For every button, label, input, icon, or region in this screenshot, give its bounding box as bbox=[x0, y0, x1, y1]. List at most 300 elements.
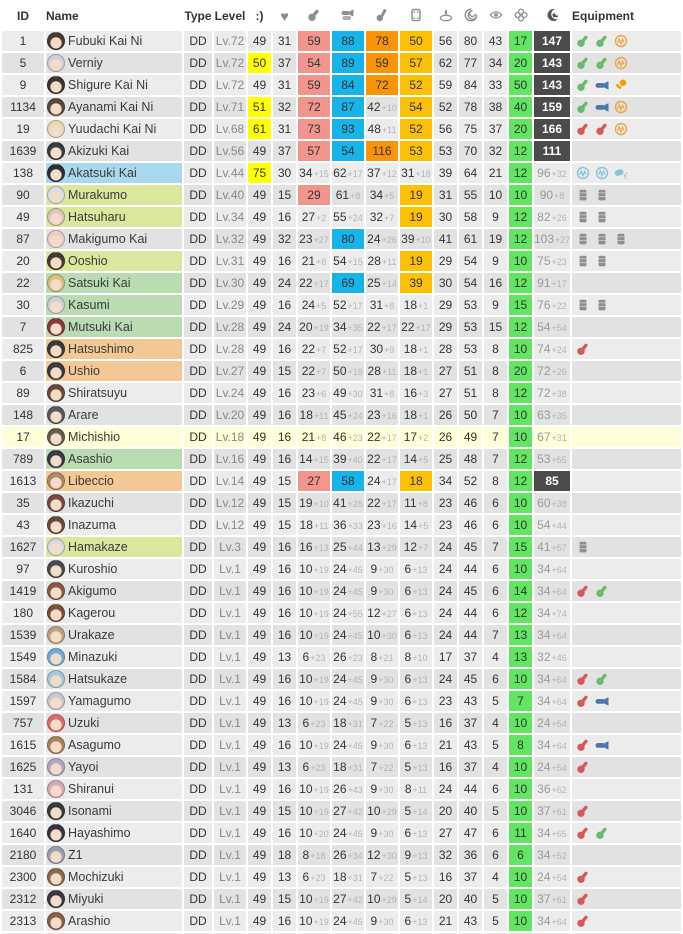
ship-row[interactable] bbox=[2, 757, 681, 777]
cell-asw: 29 bbox=[434, 317, 457, 337]
cell-hp: 16 bbox=[273, 251, 296, 271]
ship-row[interactable] bbox=[2, 119, 681, 139]
cell-night-battle: 82+26 bbox=[534, 207, 570, 227]
ship-row[interactable] bbox=[2, 669, 681, 689]
gun-green-icon bbox=[576, 78, 590, 92]
ship-avatar bbox=[47, 538, 65, 556]
column-header-cond[interactable]: :) bbox=[248, 2, 271, 29]
ship-row[interactable] bbox=[2, 185, 681, 205]
cell-fp: 18+11 bbox=[298, 405, 330, 425]
cell-ship-name[interactable] bbox=[46, 427, 182, 447]
cell-ship-name[interactable] bbox=[46, 273, 182, 293]
radar-icon bbox=[614, 122, 628, 136]
cell-equipment bbox=[572, 647, 681, 667]
cell-level: Lv.27 bbox=[214, 361, 246, 381]
cell-ar: 6+13 bbox=[400, 559, 432, 579]
cell-ship-name[interactable] bbox=[46, 251, 182, 271]
cell-aa: 116 bbox=[366, 141, 398, 161]
cell-aa: 78 bbox=[366, 31, 398, 51]
cell-ship-name[interactable] bbox=[46, 471, 182, 491]
cell-night-battle: 159 bbox=[534, 97, 570, 117]
gun-green-icon bbox=[595, 826, 609, 840]
cell-tp: 54 bbox=[332, 141, 364, 161]
cell-level: Lv.31 bbox=[214, 251, 246, 271]
cell-asw: 32 bbox=[434, 845, 457, 865]
cell-ship-name[interactable] bbox=[46, 339, 182, 359]
cell-level: Lv.1 bbox=[214, 713, 246, 733]
ship-avatar bbox=[47, 472, 65, 490]
cell-night-battle: 34+64 bbox=[534, 735, 570, 755]
ship-row[interactable] bbox=[2, 603, 681, 623]
cell-ship-name[interactable] bbox=[46, 361, 182, 381]
ship-row[interactable] bbox=[2, 75, 681, 95]
ship-row[interactable] bbox=[2, 735, 681, 755]
cell-equipment bbox=[572, 383, 681, 403]
cell-night-battle: 34+64 bbox=[534, 911, 570, 931]
cell-evasion: 47 bbox=[459, 823, 482, 843]
cell-night-battle: 24+54 bbox=[534, 713, 570, 733]
ship-row[interactable] bbox=[2, 889, 681, 909]
column-header-hp[interactable] bbox=[273, 2, 296, 29]
cell-hp: 16 bbox=[273, 581, 296, 601]
cell-ship-id: 131 bbox=[2, 779, 44, 799]
cell-ar: 19 bbox=[400, 185, 432, 205]
cell-equipment bbox=[572, 427, 681, 447]
cell-ship-name[interactable] bbox=[46, 119, 182, 139]
cell-ship-name[interactable] bbox=[46, 691, 182, 711]
cell-hp: 16 bbox=[273, 911, 296, 931]
ship-row[interactable] bbox=[2, 383, 681, 403]
column-header-asw[interactable] bbox=[434, 2, 457, 29]
cell-ar: 6+13 bbox=[400, 603, 432, 623]
column-header-id[interactable]: ID bbox=[2, 2, 44, 29]
cell-tp: 52+17 bbox=[332, 295, 364, 315]
cell-ship-name[interactable] bbox=[46, 493, 182, 513]
cell-evasion: 55 bbox=[459, 185, 482, 205]
cell-ar: 6+13 bbox=[400, 823, 432, 843]
drum-icon bbox=[595, 254, 609, 268]
cell-evasion: 46 bbox=[459, 493, 482, 513]
cell-ship-name[interactable] bbox=[46, 207, 182, 227]
ship-list-header bbox=[2, 2, 681, 29]
cell-los: 6 bbox=[484, 493, 507, 513]
ship-name-label: Arashio bbox=[68, 914, 111, 928]
cell-asw: 34 bbox=[434, 471, 457, 491]
sonar-icon bbox=[595, 166, 609, 180]
ship-row[interactable] bbox=[2, 515, 681, 535]
cell-ship-name[interactable] bbox=[46, 845, 182, 865]
sonar-icon bbox=[576, 166, 590, 180]
cell-ship-type: DD bbox=[184, 427, 212, 447]
cell-ship-type: DD bbox=[184, 273, 212, 293]
night-battle-moon-icon bbox=[545, 8, 559, 25]
ship-row[interactable] bbox=[2, 493, 681, 513]
cell-fp: 6+23 bbox=[298, 713, 330, 733]
cell-ship-name[interactable] bbox=[46, 625, 182, 645]
cell-level: Lv.14 bbox=[214, 471, 246, 491]
cell-ship-name[interactable] bbox=[46, 31, 182, 51]
cell-asw: 24 bbox=[434, 537, 457, 557]
cell-equipment bbox=[572, 691, 681, 711]
cell-luck: 10 bbox=[509, 515, 532, 535]
ship-row[interactable] bbox=[2, 273, 681, 293]
cell-los: 15 bbox=[484, 317, 507, 337]
cell-ship-type: DD bbox=[184, 97, 212, 117]
cell-fp: 10+19 bbox=[298, 801, 330, 821]
ship-row[interactable] bbox=[2, 31, 681, 51]
ship-row[interactable] bbox=[2, 405, 681, 425]
ship-avatar bbox=[47, 384, 65, 402]
header-row bbox=[2, 2, 681, 29]
cell-equipment bbox=[572, 515, 681, 535]
cell-evasion: 54 bbox=[459, 251, 482, 271]
cell-morale: 49 bbox=[248, 75, 271, 95]
ship-name-label: Hayashimo bbox=[68, 826, 131, 840]
ship-row[interactable] bbox=[2, 713, 681, 733]
column-header-night[interactable] bbox=[534, 2, 570, 29]
cell-evasion: 51 bbox=[459, 361, 482, 381]
cell-ship-name[interactable] bbox=[46, 515, 182, 535]
cell-ship-type: DD bbox=[184, 185, 212, 205]
cell-evasion: 53 bbox=[459, 339, 482, 359]
cell-luck: 10 bbox=[509, 867, 532, 887]
cell-ship-name[interactable] bbox=[46, 603, 182, 623]
torpedo-icon bbox=[595, 694, 609, 708]
ship-row[interactable] bbox=[2, 911, 681, 931]
cell-tp: 46+23 bbox=[332, 427, 364, 447]
cell-luck: 12 bbox=[509, 207, 532, 227]
column-header-level[interactable]: Level bbox=[214, 2, 246, 29]
cell-ship-id: 22 bbox=[2, 273, 44, 293]
ship-name-label: Z1 bbox=[68, 848, 83, 862]
ship-row[interactable] bbox=[2, 207, 681, 227]
cell-luck: 12 bbox=[509, 317, 532, 337]
cell-equipment bbox=[572, 31, 681, 51]
ship-row[interactable] bbox=[2, 801, 681, 821]
drum-icon bbox=[576, 298, 590, 312]
cell-tp: 50+19 bbox=[332, 361, 364, 381]
cell-fp: 27+2 bbox=[298, 207, 330, 227]
ship-row[interactable] bbox=[2, 427, 681, 447]
ship-row[interactable] bbox=[2, 779, 681, 799]
cell-ship-name[interactable] bbox=[46, 713, 182, 733]
column-header-luck[interactable] bbox=[509, 2, 532, 29]
ship-avatar bbox=[47, 340, 65, 358]
cell-night-battle: 34+64 bbox=[534, 559, 570, 579]
cell-hp: 13 bbox=[273, 867, 296, 887]
ship-row[interactable] bbox=[2, 559, 681, 579]
cell-ar: 18+1 bbox=[400, 405, 432, 425]
cell-tp: 54+15 bbox=[332, 251, 364, 271]
cell-los: 9 bbox=[484, 251, 507, 271]
gun-green-icon bbox=[576, 56, 590, 70]
cell-luck: 40 bbox=[509, 97, 532, 117]
line-of-sight-eye-icon bbox=[489, 8, 503, 25]
drum-icon bbox=[576, 254, 590, 268]
cell-equipment bbox=[572, 801, 681, 821]
cell-evasion: 45 bbox=[459, 581, 482, 601]
cell-asw: 52 bbox=[434, 97, 457, 117]
cell-aa: 32+7 bbox=[366, 207, 398, 227]
cell-ship-name[interactable] bbox=[46, 669, 182, 689]
cell-level: Lv.1 bbox=[214, 889, 246, 909]
drum-icon bbox=[614, 232, 628, 246]
cell-ship-name[interactable] bbox=[46, 97, 182, 117]
cell-luck: 10 bbox=[509, 889, 532, 909]
gun-red-icon bbox=[576, 694, 590, 708]
cell-ship-name[interactable] bbox=[46, 757, 182, 777]
cell-ship-name[interactable] bbox=[46, 867, 182, 887]
cell-ship-name[interactable] bbox=[46, 735, 182, 755]
cell-evasion: 53 bbox=[459, 317, 482, 337]
cell-tp: 80 bbox=[332, 229, 364, 249]
cell-asw: 41 bbox=[434, 229, 457, 249]
ship-row[interactable] bbox=[2, 691, 681, 711]
ship-avatar bbox=[47, 428, 65, 446]
cell-aa: 8+21 bbox=[366, 647, 398, 667]
ship-row[interactable] bbox=[2, 229, 681, 249]
cell-ship-name[interactable] bbox=[46, 537, 182, 557]
ship-row[interactable] bbox=[2, 53, 681, 73]
cell-tp: 24+45 bbox=[332, 581, 364, 601]
cell-night-battle: 147 bbox=[534, 31, 570, 51]
drum-icon bbox=[595, 232, 609, 246]
gun-red-icon bbox=[576, 760, 590, 774]
cell-tp: 41+28 bbox=[332, 493, 364, 513]
cell-fp: 22+7 bbox=[298, 339, 330, 359]
cell-los: 32 bbox=[484, 141, 507, 161]
cell-ship-name[interactable] bbox=[46, 889, 182, 909]
column-header-equip[interactable]: Equipment bbox=[572, 2, 681, 29]
cell-night-battle: 24+54 bbox=[534, 757, 570, 777]
ship-row[interactable] bbox=[2, 361, 681, 381]
cell-tp: 24+45 bbox=[332, 669, 364, 689]
cell-ship-type: DD bbox=[184, 757, 212, 777]
cell-evasion: 37 bbox=[459, 757, 482, 777]
cell-morale: 49 bbox=[248, 405, 271, 425]
ship-row[interactable] bbox=[2, 295, 681, 315]
cell-ship-type: DD bbox=[184, 229, 212, 249]
ship-avatar bbox=[47, 890, 65, 908]
cell-ar: 57 bbox=[400, 53, 432, 73]
cell-asw: 29 bbox=[434, 295, 457, 315]
cell-tp: 24+45 bbox=[332, 735, 364, 755]
ship-row[interactable] bbox=[2, 867, 681, 887]
cell-ship-type: DD bbox=[184, 163, 212, 183]
cell-tp: 55+24 bbox=[332, 207, 364, 227]
cell-ship-name[interactable] bbox=[46, 141, 182, 161]
cell-equipment bbox=[572, 845, 681, 865]
cell-ship-name[interactable] bbox=[46, 911, 182, 931]
cell-aa: 30+9 bbox=[366, 339, 398, 359]
cell-evasion: 37 bbox=[459, 647, 482, 667]
cell-fp: 6+23 bbox=[298, 867, 330, 887]
ship-row[interactable] bbox=[2, 141, 681, 161]
cell-night-battle: 75+23 bbox=[534, 251, 570, 271]
cell-aa: 24+17 bbox=[366, 471, 398, 491]
cell-night-battle: 63+35 bbox=[534, 405, 570, 425]
ship-row[interactable] bbox=[2, 163, 681, 183]
ship-row[interactable] bbox=[2, 823, 681, 843]
column-header-type[interactable]: Type bbox=[184, 2, 212, 29]
ship-row[interactable] bbox=[2, 581, 681, 601]
ship-name-label: Ikazuchi bbox=[68, 496, 114, 510]
ship-avatar bbox=[47, 560, 65, 578]
cell-ship-name[interactable] bbox=[46, 823, 182, 843]
cell-morale: 75 bbox=[248, 163, 271, 183]
cell-tp: 26+34 bbox=[332, 845, 364, 865]
column-header-los[interactable] bbox=[484, 2, 507, 29]
cell-asw: 53 bbox=[434, 141, 457, 161]
gun-green-icon bbox=[595, 56, 609, 70]
cell-level: Lv.1 bbox=[214, 801, 246, 821]
cell-los: 4 bbox=[484, 757, 507, 777]
cell-evasion: 61 bbox=[459, 229, 482, 249]
cell-ship-id: 1627 bbox=[2, 537, 44, 557]
cell-ship-type: DD bbox=[184, 669, 212, 689]
cell-los: 10 bbox=[484, 185, 507, 205]
cell-tp: 24+45 bbox=[332, 625, 364, 645]
cell-ship-id: 1419 bbox=[2, 581, 44, 601]
cell-luck: 10 bbox=[509, 559, 532, 579]
cell-asw: 39 bbox=[434, 163, 457, 183]
cell-tp: 88 bbox=[332, 31, 364, 51]
cell-hp: 16 bbox=[273, 779, 296, 799]
cell-ship-name[interactable] bbox=[46, 647, 182, 667]
ship-name-label: Minazuki bbox=[68, 650, 118, 664]
gun-green-icon bbox=[595, 584, 609, 598]
cell-ship-name[interactable] bbox=[46, 163, 182, 183]
cell-hp: 13 bbox=[273, 713, 296, 733]
ship-name-label: Akigumo bbox=[68, 584, 117, 598]
cell-ship-name[interactable] bbox=[46, 229, 182, 249]
cell-tp: 24+45 bbox=[332, 559, 364, 579]
cell-ar: 54 bbox=[400, 97, 432, 117]
ship-row[interactable] bbox=[2, 97, 681, 117]
cell-ship-type: DD bbox=[184, 119, 212, 139]
cell-ship-name[interactable] bbox=[46, 185, 182, 205]
cell-los: 6 bbox=[484, 823, 507, 843]
cell-tp: 62+17 bbox=[332, 163, 364, 183]
cell-hp: 16 bbox=[273, 449, 296, 469]
ship-row[interactable] bbox=[2, 537, 681, 557]
cell-asw: 31 bbox=[434, 185, 457, 205]
cell-ship-name[interactable] bbox=[46, 75, 182, 95]
cell-ship-name[interactable] bbox=[46, 581, 182, 601]
cell-aa: 25+14 bbox=[366, 273, 398, 293]
cell-level: Lv.71 bbox=[214, 97, 246, 117]
torpedo-icon bbox=[595, 100, 609, 114]
cell-ship-name[interactable] bbox=[46, 801, 182, 821]
cell-ship-name[interactable] bbox=[46, 405, 182, 425]
column-header-aa[interactable] bbox=[366, 2, 398, 29]
cell-los: 7 bbox=[484, 625, 507, 645]
drum-icon bbox=[576, 210, 590, 224]
cell-level: Lv.1 bbox=[214, 603, 246, 623]
cell-los: 9 bbox=[484, 207, 507, 227]
cell-level: Lv.12 bbox=[214, 515, 246, 535]
cell-equipment bbox=[572, 823, 681, 843]
cell-ship-type: DD bbox=[184, 581, 212, 601]
ship-name-label: Inazuma bbox=[68, 518, 116, 532]
cell-ship-id: 87 bbox=[2, 229, 44, 249]
cell-ship-name[interactable] bbox=[46, 449, 182, 469]
cell-ship-name[interactable] bbox=[46, 559, 182, 579]
ship-row[interactable] bbox=[2, 647, 681, 667]
cell-hp: 15 bbox=[273, 185, 296, 205]
cell-morale: 49 bbox=[248, 603, 271, 623]
cell-ship-name[interactable] bbox=[46, 779, 182, 799]
ship-row[interactable] bbox=[2, 251, 681, 271]
cell-hp: 15 bbox=[273, 801, 296, 821]
cell-ship-name[interactable] bbox=[46, 317, 182, 337]
cell-tp: 45+24 bbox=[332, 405, 364, 425]
cell-luck: 6 bbox=[509, 845, 532, 865]
cell-luck: 10 bbox=[509, 405, 532, 425]
cell-fp: 54 bbox=[298, 53, 330, 73]
column-header-fp[interactable] bbox=[298, 2, 330, 29]
cell-los: 7 bbox=[484, 449, 507, 469]
ship-row[interactable] bbox=[2, 317, 681, 337]
cell-luck: 12 bbox=[509, 141, 532, 161]
cell-luck: 10 bbox=[509, 493, 532, 513]
cell-los: 6 bbox=[484, 669, 507, 689]
cell-night-battle: 34+64 bbox=[534, 625, 570, 645]
cell-los: 8 bbox=[484, 383, 507, 403]
cell-level: Lv.72 bbox=[214, 53, 246, 73]
ship-avatar bbox=[47, 714, 65, 732]
cell-ship-type: DD bbox=[184, 449, 212, 469]
torpedo-icon bbox=[595, 738, 609, 752]
cell-morale: 49 bbox=[248, 471, 271, 491]
column-header-name[interactable]: Name bbox=[46, 2, 182, 29]
ship-avatar bbox=[47, 406, 65, 424]
cell-ship-name[interactable] bbox=[46, 295, 182, 315]
drum-icon bbox=[595, 298, 609, 312]
cell-fp: 59 bbox=[298, 75, 330, 95]
cell-ship-name[interactable] bbox=[46, 383, 182, 403]
cell-los: 5 bbox=[484, 691, 507, 711]
cell-aa: 22+17 bbox=[366, 427, 398, 447]
cell-luck: 50 bbox=[509, 75, 532, 95]
cell-los: 4 bbox=[484, 713, 507, 733]
cell-tp: 27+42 bbox=[332, 889, 364, 909]
cell-evasion: 58 bbox=[459, 207, 482, 227]
cell-ship-name[interactable] bbox=[46, 53, 182, 73]
ship-row[interactable] bbox=[2, 845, 681, 865]
column-header-tp[interactable] bbox=[332, 2, 364, 29]
cell-evasion: 43 bbox=[459, 691, 482, 711]
cell-fp: 27 bbox=[298, 471, 330, 491]
cell-asw: 20 bbox=[434, 801, 457, 821]
ship-row[interactable] bbox=[2, 625, 681, 645]
cell-fp: 18+11 bbox=[298, 515, 330, 535]
cell-ship-type: DD bbox=[184, 647, 212, 667]
cell-aa: 31+8 bbox=[366, 383, 398, 403]
ship-row[interactable] bbox=[2, 471, 681, 491]
cell-ship-id: 1134 bbox=[2, 97, 44, 117]
cell-aa: 28+11 bbox=[366, 361, 398, 381]
cell-evasion: 64 bbox=[459, 163, 482, 183]
column-header-ar[interactable] bbox=[400, 2, 432, 29]
cell-equipment bbox=[572, 603, 681, 623]
cell-ship-type: DD bbox=[184, 295, 212, 315]
column-header-ev[interactable] bbox=[459, 2, 482, 29]
cell-los: 5 bbox=[484, 801, 507, 821]
ship-row[interactable] bbox=[2, 449, 681, 469]
ship-row[interactable] bbox=[2, 339, 681, 359]
cell-level: Lv.30 bbox=[214, 273, 246, 293]
